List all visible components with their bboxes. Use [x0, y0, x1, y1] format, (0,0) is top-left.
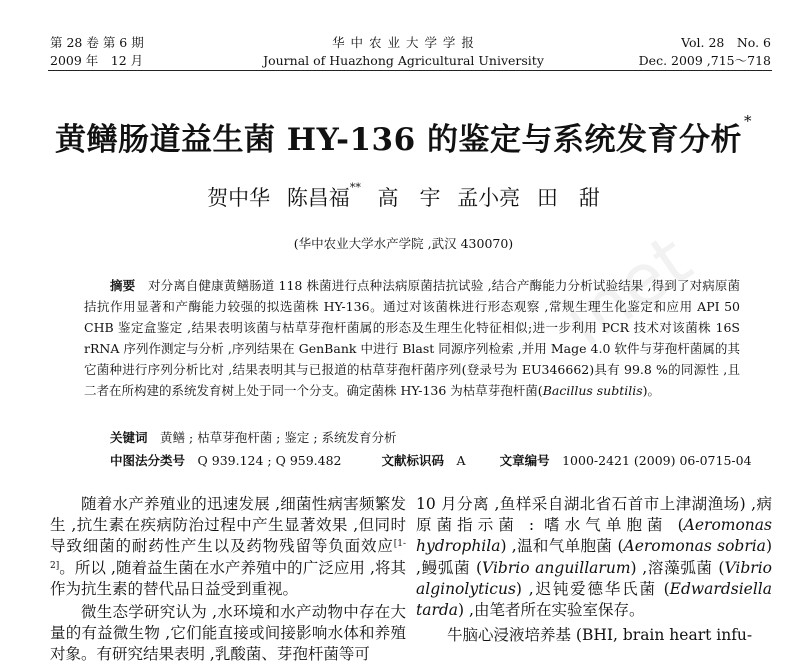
abstract [84, 275, 740, 401]
article-number-label: 文章编号 [499, 453, 550, 468]
journal-name-en: Journal of Huazhong Agricultural University [263, 53, 544, 68]
doc-code-label: 文献标识码 [381, 453, 445, 468]
author-name: 孟小亮 [457, 186, 521, 210]
keywords [110, 429, 397, 447]
affiliation: (华中农业大学水产学院 ,武汉 430070) [293, 236, 514, 251]
author-name: 高 宇 [377, 186, 441, 210]
date-pages: Dec. 2009 ,715～718 [638, 53, 771, 68]
paper-title [0, 114, 807, 159]
classification-line [110, 452, 752, 470]
journal-name-cn: 华 中 农 业 大 学 学 报 [332, 35, 475, 50]
body-paragraph: 10 月分离 ,鱼样采自湖北省石首市上津湖渔场) ,病原菌指示菌 : 嗜水气单胞菌 (Aeromonas hydrophila) ,温和气单胞菌 (Aeromonas sobria) ,鳗弧菌 (Vibrio anguillarum) ,溶藻弧菌 (Vibrio alginolyticus) ,迟钝爱德华氏菌 (Edwardsiella tarda) ,由笔者所在实验室保存。 [416, 495, 772, 620]
clc-label: 中图法分类号 [110, 453, 186, 468]
author-name: 田 甜 [536, 186, 600, 210]
species-name: Vibrio alginolyticus [416, 558, 772, 598]
abstract-text-end: )。 [642, 383, 661, 398]
body-left-column [50, 494, 406, 666]
header-rule [48, 70, 772, 71]
article-number-value: 1000-2421 (2009) 06-0715-04 [562, 453, 752, 468]
species-name: Vibrio anguillarum [482, 558, 631, 577]
title-text: 黄鳝肠道益生菌 HY-136 的鉴定与系统发育分析 [55, 122, 742, 158]
body-right-column [416, 494, 772, 646]
author-name: 陈昌福** [286, 181, 361, 210]
author-list [0, 182, 807, 212]
body-paragraph: 微生态学研究认为 ,水环境和水产动物中存在大量的有益微生物 ,它们能直接或间接影响水体和养殖对象。有研究结果表明 ,乳酸菌、芽孢杆菌等可 [50, 603, 406, 664]
volume-issue-en: Vol. 28 No. 6 [681, 35, 771, 50]
title-footnote-mark: * [743, 112, 752, 130]
clc-value: Q 939.124 ; Q 959.482 [197, 453, 342, 468]
abstract-text: 对分离自健康黄鳝肠道 118 株菌进行点种法病原菌拮抗试验 ,结合产酶能力分析试验结果 ,得到了对病原菌拮抗作用显著和产酶能力较强的拟选菌株 HY-136。通过对该菌株进行形态观察 ,常规生理生化鉴定和应用 API 50 CHB 鉴定盒鉴定 ,结果表明该菌与枯草芽孢杆菌属的形态及生理生化特征相似;进一步利用 PCR 技术对该菌株 16S rRNA 序列作测定与分析 ,序列结果在 GenBank 中进行 Blast 同源序列检索 ,并用 Mage 4.0 软件与芽孢杆菌属的其它菌种进行序列分析比对 ,结果表明其与已报道的枯草芽孢杆菌序列(登录号为 EU346662)具有 99.8 %的同源性 ,且二者在所构建的系统发育树上处于同一个分支。确定菌株 HY-136 为枯草芽孢杆菌( [84, 278, 740, 398]
date-cn: 2009 年 12 月 [50, 53, 144, 68]
abstract-label: 摘要 [110, 278, 136, 293]
species-name: Aeromonas hydrophila [416, 516, 772, 556]
watermark: inet [548, 218, 706, 364]
keywords-text: 黄鳝 ; 枯草芽孢杆菌 ; 鉴定 ; 系统发育分析 [160, 430, 397, 445]
species-name: Aeromonas sobria [623, 537, 766, 556]
citation: [1-2] [50, 539, 406, 571]
corresponding-mark: ** [349, 181, 361, 194]
volume-issue-cn: 第 28 卷 第 6 期 [50, 35, 144, 50]
species-name: Edwardsiella tarda [416, 579, 772, 620]
species-name: Bacillus subtilis [542, 383, 643, 398]
author-name: 贺中华 [207, 186, 271, 210]
body-paragraph: 随着水产养殖业的迅速发展 ,细菌性病害频繁发生 ,抗生素在疾病防治过程中产生显著效果 ,但同时导致细菌的耐药性产生以及药物残留等负面效应[1-2]。所以 ,随着益生菌在水产养殖中的广泛应用 ,将其作为抗生素的替代品日益受到重视。 [50, 495, 406, 598]
doc-code-value: A [456, 453, 466, 468]
body-paragraph: 牛脑心浸液培养基 (BHI, brain heart infu- [447, 626, 753, 645]
keywords-label: 关键词 [110, 430, 148, 445]
